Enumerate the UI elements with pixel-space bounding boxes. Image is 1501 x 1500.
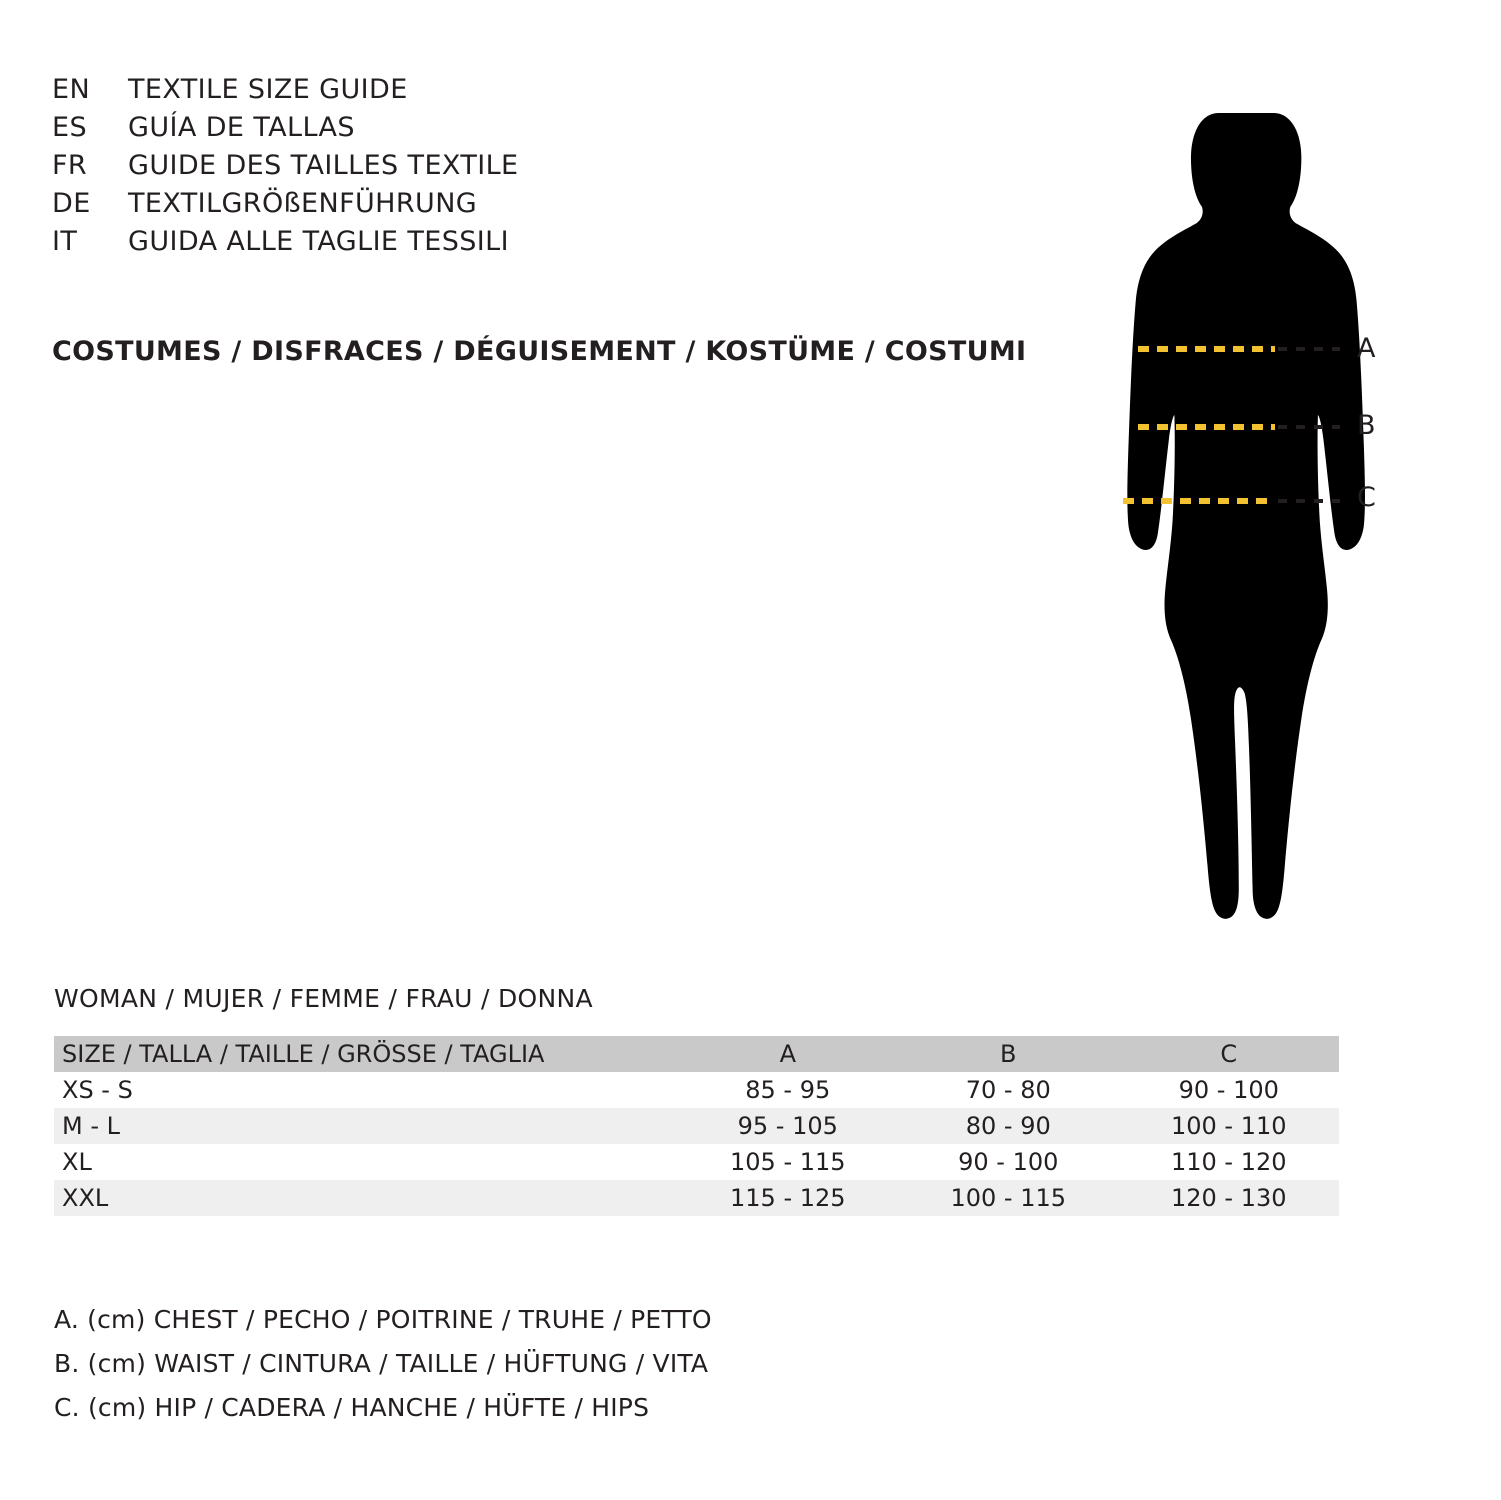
cell-c: 120 - 130 xyxy=(1170,1184,1287,1212)
language-row-fr xyxy=(52,150,1032,188)
language-code-it: IT xyxy=(52,226,78,257)
legend-line-c: C. (cm) HIP / CADERA / HANCHE / HÜFTE / HIPS xyxy=(54,1393,650,1422)
cell-b: 80 - 90 xyxy=(965,1112,1051,1140)
cell-b: 90 - 100 xyxy=(958,1148,1059,1176)
size-table xyxy=(54,1036,1339,1216)
language-row-es xyxy=(52,112,1032,150)
table-row xyxy=(54,1108,1339,1144)
table-header-b: B xyxy=(1000,1040,1017,1068)
table-row xyxy=(54,1072,1339,1108)
measurement-legend xyxy=(54,1298,712,1430)
language-text-de: TEXTILGRÖßENFÜHRUNG xyxy=(128,188,478,219)
table-row xyxy=(54,1144,1339,1180)
language-row-de xyxy=(52,188,1032,226)
table-header-row xyxy=(54,1036,1339,1072)
cell-a: 115 - 125 xyxy=(730,1184,846,1212)
cell-size: XL xyxy=(62,1148,92,1176)
legend-line-b: B. (cm) WAIST / CINTURA / TAILLE / HÜFTUNG / VITA xyxy=(54,1349,709,1378)
legend-line-a: A. (cm) CHEST / PECHO / POITRINE / TRUHE / PETTO xyxy=(54,1305,712,1334)
body-figure xyxy=(1020,60,1460,940)
measure-label-c: C xyxy=(1357,482,1376,513)
cell-b: 100 - 115 xyxy=(950,1184,1067,1212)
language-text-es: GUÍA DE TALLAS xyxy=(128,112,355,143)
cell-a: 85 - 95 xyxy=(745,1076,831,1104)
cell-size: M - L xyxy=(62,1112,120,1140)
language-code-en: EN xyxy=(52,74,91,105)
language-text-it: GUIDA ALLE TAGLIE TESSILI xyxy=(128,226,509,257)
cell-b: 70 - 80 xyxy=(965,1076,1051,1104)
cell-size: XS - S xyxy=(62,1076,133,1104)
language-code-fr: FR xyxy=(52,150,88,181)
table-row xyxy=(54,1180,1339,1216)
table-header-a: A xyxy=(779,1040,796,1068)
cell-c: 110 - 120 xyxy=(1170,1148,1287,1176)
language-row-it xyxy=(52,226,1032,264)
table-header-size: SIZE / TALLA / TAILLE / GRÖSSE / TAGLIA xyxy=(62,1040,545,1068)
costumes-heading: COSTUMES / DISFRACES / DÉGUISEMENT / KOSTÜME / COSTUMI xyxy=(52,336,1027,367)
language-row-en xyxy=(52,74,1032,112)
cell-size: XXL xyxy=(62,1184,109,1212)
language-code-de: DE xyxy=(52,188,91,219)
cell-a: 105 - 115 xyxy=(730,1148,846,1176)
language-list xyxy=(52,74,1032,264)
table-header-c: C xyxy=(1220,1040,1238,1068)
table-title: WOMAN / MUJER / FEMME / FRAU / DONNA xyxy=(54,984,593,1013)
woman-silhouette-icon xyxy=(1020,60,1460,940)
measure-label-a: A xyxy=(1357,333,1376,364)
cell-a: 95 - 105 xyxy=(737,1112,838,1140)
cell-c: 100 - 110 xyxy=(1170,1112,1287,1140)
language-text-en: TEXTILE SIZE GUIDE xyxy=(128,74,408,105)
language-text-fr: GUIDE DES TAILLES TEXTILE xyxy=(128,150,519,181)
measure-label-b: B xyxy=(1357,410,1376,441)
language-code-es: ES xyxy=(52,112,87,143)
cell-c: 90 - 100 xyxy=(1178,1076,1279,1104)
